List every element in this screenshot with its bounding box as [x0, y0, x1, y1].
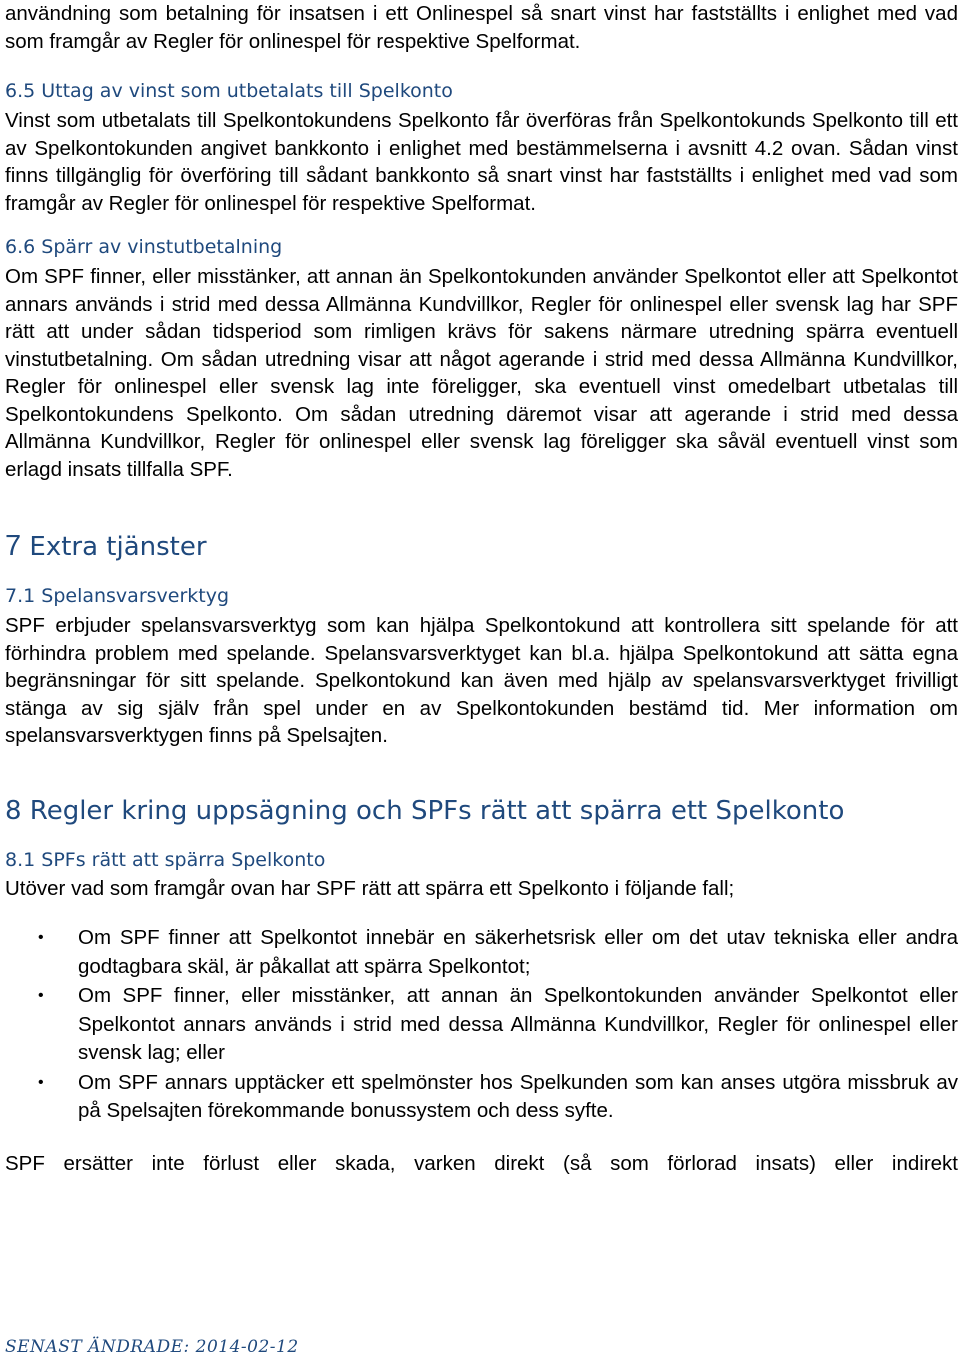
chapter-7-heading [5, 529, 958, 564]
intro-paragraph: användning som betalning för insatsen i ett Onlinespel så snart vinst har fastställts i enlighet med vad som framgår av Regler för onlinespel för respektive Spelformat. [5, 2, 958, 53]
section-6-6-heading: 6.6 Spärr av vinstutbetalning [5, 236, 283, 258]
section-8-1-lead: Utöver vad som framgår ovan har SPF rätt att spärra ett Spelkonto i följande fall; [5, 876, 735, 900]
footer-last-modified: SENAST ÄNDRADE: 2014-02-12 [5, 1337, 299, 1357]
bullet-icon: • [38, 1073, 44, 1091]
section-7-1-heading: 7.1 Spelansvarsverktyg [5, 585, 230, 607]
list-item [5, 924, 958, 981]
bullet-icon: • [38, 929, 44, 946]
section-6-6-body: Om SPF finner, eller misstänker, att annan än Spelkontokunden använder Spelkontot eller att Spelkontot annars används i strid med dessa Allmänna Kundvillkor, Regler för onlinespel eller svensk lag har SPF rätt att under sådan tidsperiod som rimligen krävs för sakens närmare utredning spärra eventuell vinstutbetalning. Om sådan utredning visar att något agerande i strid med dessa Allmänna Kundvillkor, Regler för onlinespel eller svensk lag inte föreligger, ska eventuell vinst omedelbart utbetalas till Spelkontokundens Spelkonto. Om sådan utredning däremot visar att agerande i strid med dessa Allmänna Kundvillkor, Regler för onlinespel eller svensk lag föreligger ska såväl eventuell vinst som erlagd insats tillfalla SPF. [5, 265, 958, 481]
list-item-text: Om SPF finner att Spelkontot innebär en säkerhetsrisk eller om det utav tekniska eller andra godtagbara skäl, är påkallat att spärra Spelkontot; [78, 926, 958, 978]
list-item [5, 1069, 958, 1126]
chapter-8-heading: 8 Regler kring uppsägning och SPFs rätt att spärra ett Spelkonto [5, 795, 845, 826]
chapter-7-title: Extra tjänster [29, 532, 207, 562]
section-6-5-heading: 6.5 Uttag av vinst som utbetalats till Spelkonto [5, 80, 453, 102]
section-8-1-list [5, 924, 958, 1126]
list-item-text: Om SPF annars upptäcker ett spelmönster hos Spelkunden som kan anses utgöra missbruk av på Spelsajten förekommande bonussystem och dess syfte. [78, 1070, 958, 1122]
list-item-text: Om SPF finner, eller misstänker, att annan än Spelkontokunden använder Spelkontot eller Spelkontot annars används i strid med dessa Allmänna Kundvillkor, Regler för onlinespel eller svensk lag; eller [78, 984, 958, 1064]
bullet-icon: • [38, 987, 44, 1004]
chapter-7-number: 7 [5, 530, 22, 562]
document-page [5, 0, 958, 1177]
section-8-1-heading: 8.1 SPFs rätt att spärra Spelkonto [5, 848, 326, 871]
section-7-1-body: SPF erbjuder spelansvarsverktyg som kan hjälpa Spelkontokund att kontrollera sitt spelande för att förhindra problem med spelande. Spelansvarsverktyget kan bl.a. hjälpa Spelkontokund att sätta egna begränsningar för sitt spelande. Spelkontokund kan även med hjälp av spelansvarsverktyget frivilligt stänga av sig själv från spel under en av Spelkontokunden bestämd tid. Mer information om spelansvarsverktygen finns på Spelsajten. [5, 614, 958, 747]
section-8-1-closing: SPF ersätter inte förlust eller skada, varken direkt (så som förlorad insats) eller indirekt [5, 1151, 958, 1175]
list-item [5, 982, 958, 1068]
section-6-5-body: Vinst som utbetalats till Spelkontokundens Spelkonto får överföras från Spelkontokunds Spelkonto till ett av Spelkontokunden angivet bankkonto i enlighet med bestämmelserna i avsnitt 4.2 ovan. Sådan vinst finns tillgänglig för överföring till sådant bankkonto så snart vinst har fastställts i enlighet med vad som framgår av Regler för onlinespel för respektive Spelformat. [5, 109, 958, 215]
